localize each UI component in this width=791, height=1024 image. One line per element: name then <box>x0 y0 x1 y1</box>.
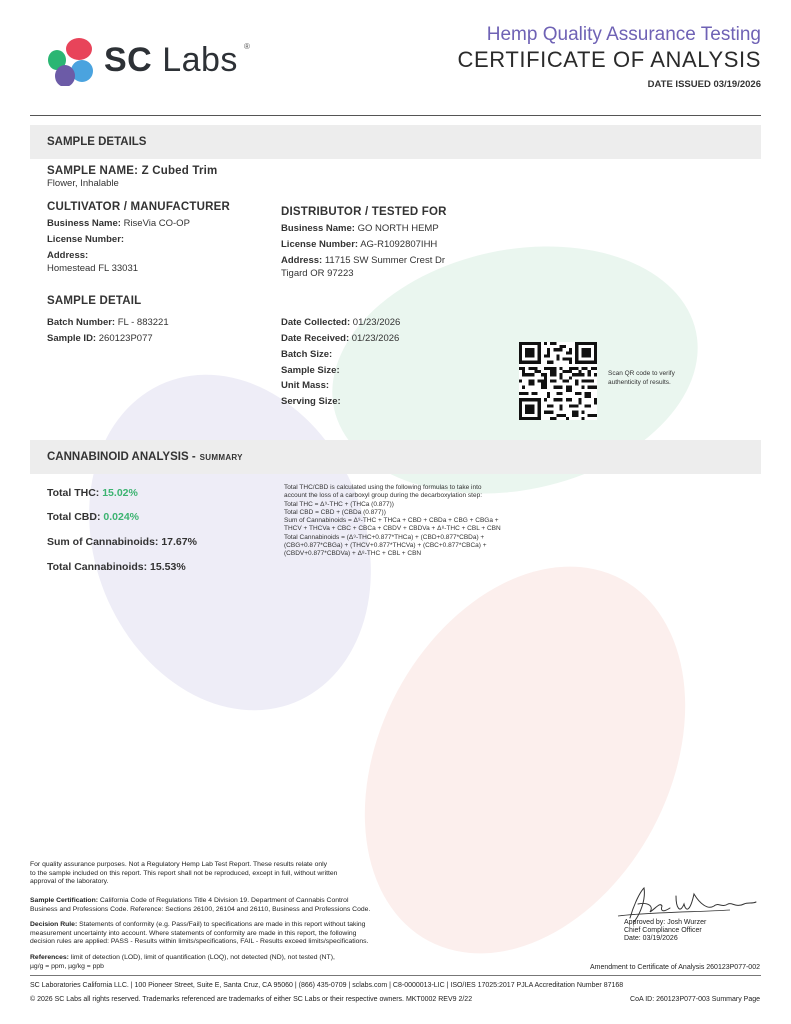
serving-size: Serving Size: <box>281 396 341 407</box>
logo-dots-icon <box>47 38 95 86</box>
footer-divider <box>30 975 761 976</box>
report-title: CERTIFICATE OF ANALYSIS <box>457 47 761 72</box>
formula-line: Total CBD = CBD + (CBDa (0.877)) <box>284 508 386 516</box>
cultivator-business-name: Business Name: RiseVia CO-OP <box>47 218 190 229</box>
sample-type: Flower, Inhalable <box>47 178 119 189</box>
sc-labs-logo <box>47 38 267 88</box>
footer-copyright: © 2026 SC Labs all rights reserved. Trademarks referenced are trademarks of either SC Labs or their respective owners. MKT0002 REV9 2/22 <box>30 996 473 1003</box>
sample-id: Sample ID: 260123P077 <box>47 333 153 344</box>
date-received: Date Received: 01/23/2026 <box>281 333 400 344</box>
batch-size: Batch Size: <box>281 349 333 360</box>
cultivator-license: License Number: <box>47 234 125 245</box>
distributor-license: License Number: AG-R1092807IHH <box>281 239 438 250</box>
distributor-business-name: Business Name: GO NORTH HEMP <box>281 223 439 234</box>
header-divider <box>30 115 761 116</box>
formula-line: (CBG+0.877*CBGa) + (THCV+0.877*THCVa) + (CBC+0.877*CBCa) + <box>284 542 487 550</box>
formula-line: THCV + THCVa + CBC + CBCa + CBDV + CBDVa + Δ⁸-THC + CBL + CBN <box>284 525 501 533</box>
qr-code-icon[interactable] <box>518 342 598 420</box>
total-cbd: Total CBD: 0.024% <box>47 511 140 523</box>
distributor-address: Address: 11715 SW Summer Crest Dr <box>281 255 446 266</box>
signature-image <box>610 882 760 924</box>
formula-line: Sum of Cannabinoids = Δ⁹-THC + THCa + CBD + CBDa + CBG + CBGa + <box>284 517 499 525</box>
report-subtitle: Hemp Quality Assurance Testing <box>486 24 761 45</box>
formula-line: Total THC = Δ⁹-THC + (THCa (0.877)) <box>284 500 394 508</box>
total-thc: Total THC: 15.02% <box>47 487 138 499</box>
references: References: limit of detection (LOD), limit of quantification (LOQ), not detected (ND), not tested (NT), µg/g = ppm, µg/kg = ppb <box>30 954 335 970</box>
section-bar-cannabinoid <box>30 440 761 474</box>
qr-note: Scan QR code to verify authenticity of results. <box>608 370 675 386</box>
logo-wordmark: SC Labs <box>104 41 238 79</box>
section-bar-sample-details <box>30 125 761 159</box>
date-issued: DATE ISSUED 03/19/2026 <box>647 79 761 90</box>
sample-size: Sample Size: <box>281 365 340 376</box>
sample-detail-heading: SAMPLE DETAIL <box>47 295 142 307</box>
decision-rule: Decision Rule: Statements of conformity (e.g. Pass/Fail) to specifications are made in this report without taking measurement uncertainty into account. Where statements of conformity are made in this report, the following decision rules are applied: PASS - Results within limits/specifications, FAIL - Results exceed limits/specifications. <box>30 921 369 946</box>
batch-number: Batch Number: FL - 883221 <box>47 317 169 328</box>
footer-address: SC Laboratories California LLC. | 100 Pioneer Street, Suite E, Santa Cruz, CA 95060 | (866) 435-0709 | sclabs.com | C8-0000013-LIC | ISO/IES 17025:2017 PJLA Accreditation Number 87168 <box>30 982 624 989</box>
distributor-address-line2: Tigard OR 97223 <box>281 268 354 279</box>
amendment-note: Amendment to Certificate of Analysis 260123P077-002 <box>589 964 760 971</box>
sum-of-cannabinoids: Sum of Cannabinoids: 17.67% <box>47 536 197 548</box>
signature-block: Approved by: Josh Wurzer Chief Compliance Officer Date: 03/19/2026 <box>624 919 707 943</box>
formula-block <box>284 484 564 559</box>
section-title: SAMPLE DETAILS <box>47 136 147 148</box>
distributor-heading: DISTRIBUTOR / TESTED FOR <box>281 206 447 218</box>
date-collected: Date Collected: 01/23/2026 <box>281 317 401 328</box>
total-cannabinoids: Total Cannabinoids: 15.53% <box>47 561 186 573</box>
footer-coa-id: CoA ID: 260123P077-003 Summary Page <box>630 996 760 1003</box>
cultivator-heading: CULTIVATOR / MANUFACTURER <box>47 201 231 213</box>
sample-certification: Sample Certification: California Code of Regulations Title 4 Division 19. Department of Cannabis Control Business and Professions Code. Reference: Sections 26100, 26104 and 26110, Business and Professions Code. <box>30 897 371 913</box>
formula-line: account the loss of a carboxyl group during the decarboxylation step: <box>284 492 483 500</box>
qa-disclaimer: For quality assurance purposes. Not a Regulatory Hemp Lab Test Report. These results relate only to the sample included on this report. This report shall not be reproduced, except in full, without written approval of the laboratory. <box>30 861 338 886</box>
cultivator-address: Homestead FL 33031 <box>47 263 139 274</box>
section-title: CANNABINOID ANALYSIS - <box>47 451 196 463</box>
formula-line: Total THC/CBD is calculated using the following formulas to take into <box>284 484 482 491</box>
formula-line: (CBDV+0.877*CBDVa) + Δ⁸-THC + CBL + CBN <box>284 550 422 558</box>
cultivator-address-label: Address: <box>47 250 89 261</box>
unit-mass: Unit Mass: <box>281 380 330 391</box>
registered-mark: ® <box>244 42 250 51</box>
formula-line: Total Cannabinoids = (Δ⁹-THC+0.877*THCa) + (CBD+0.877*CBDa) + <box>284 533 485 541</box>
section-suffix: SUMMARY <box>199 452 243 462</box>
sample-name: SAMPLE NAME: Z Cubed Trim <box>47 165 218 177</box>
